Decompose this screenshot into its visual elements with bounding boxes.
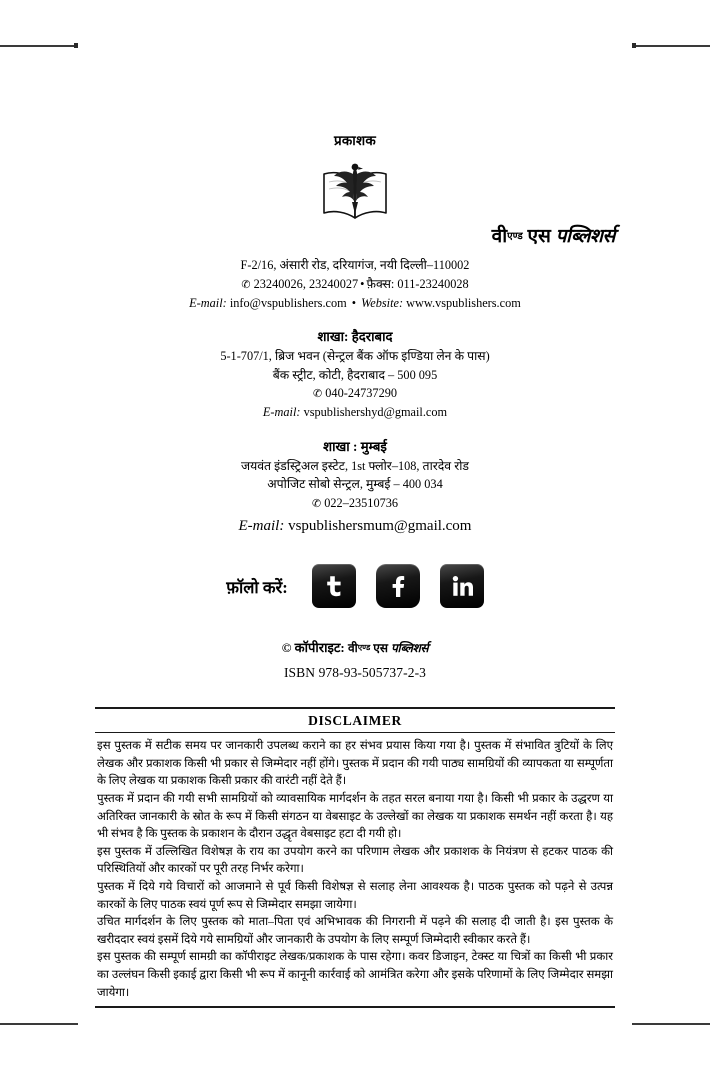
copyright-holder-and: एण्ड (357, 643, 371, 653)
separator-bullet: • (360, 276, 365, 291)
facebook-icon[interactable] (376, 564, 420, 608)
crop-mark-nub-top-left (74, 43, 78, 48)
wordmark-s: एस (527, 226, 551, 248)
crop-mark-bottom-left (0, 1023, 78, 1025)
copyright-holder-s: एस (373, 641, 389, 656)
disclaimer-box (95, 707, 615, 1008)
head-office-website[interactable]: www.vspublishers.com (406, 295, 521, 310)
head-office-fax-number: 011-23240028 (397, 276, 469, 291)
email-label: E-mail: (262, 405, 301, 420)
head-office-fax-label: फ़ैक्स: (366, 276, 395, 291)
telephone-icon: ✆ (311, 496, 322, 510)
head-office-contact-line (95, 294, 615, 312)
crop-mark-top-left (0, 45, 78, 47)
disclaimer-body (95, 733, 615, 1006)
publisher-wordmark (492, 227, 615, 246)
website-label: Website: (361, 295, 404, 310)
disclaimer-paragraph: पुस्तक में दिये गये विचारों को आजमाने से पूर्व किसी विशेषज्ञ से सलाह लेना आवश्यक है। पाठक पुस्तक को पढ़ने से उत्पन्न कारकों के लिए पाठक स्वयं पूर्ण रूप से जिम्मेदार समझा जायेगा। (97, 880, 613, 911)
email-label: E-mail: (189, 295, 227, 310)
head-office-phone-numbers: 23240026, 23240027 (253, 276, 359, 291)
telephone-icon: ✆ (312, 387, 323, 401)
crop-mark-nub-top-right (632, 43, 636, 48)
branch-mumbai-address-line1: जयवंत इंडस्ट्रिअल इस्टेट, 1st फ्लोर–108, तारदेव रोड (240, 458, 470, 473)
branch-mumbai-heading: शाखा : मुम्बई (323, 438, 387, 454)
copyright-label: कॉपीराइट: (294, 640, 345, 656)
copyright-symbol: © (281, 640, 292, 656)
branch-hyderabad-address-line1: 5-1-707/1, ब्रिज भवन (सेन्ट्रल बैंक ऑफ इण्डिया लेन के पास) (220, 349, 490, 364)
branch-hyderabad-phone-line (95, 384, 615, 403)
linkedin-icon[interactable] (440, 564, 484, 608)
branch-hyderabad (95, 327, 615, 422)
head-office-address (95, 256, 615, 312)
wordmark-and: एण्ड (507, 231, 523, 243)
disclaimer-paragraph: इस पुस्तक की सम्पूर्ण सामग्री का कॉपीराइट लेखक/प्रकाशक के पास रहेगा। कवर डिजाइन, टेक्स्ट या चित्रों का किसी भी प्रकार का उल्लंघन किसी इकाई द्वारा किसी भी रूप में कानूनी कार्रवाई को आमंत्रित करेगा और इसके परिणामों के लिए जिम्मेदार समझा जायेगा। (97, 950, 613, 999)
crop-mark-top-right (632, 45, 710, 47)
copyright-holder-v: वी (347, 641, 358, 656)
disclaimer-title: DISCLAIMER (95, 709, 615, 733)
copyright-holder (348, 641, 428, 655)
branch-mumbai-phone-number: 022–23510736 (324, 495, 399, 510)
separator-bullet: • (351, 295, 357, 310)
publisher-heading: प्रकाशक (334, 133, 376, 148)
head-office-email[interactable]: info@vspublishers.com (229, 295, 347, 310)
branch-hyderabad-phone-number: 040-24737290 (325, 386, 398, 401)
branch-mumbai (95, 437, 615, 538)
telephone-icon: ✆ (241, 277, 251, 291)
branch-hyderabad-email[interactable]: vspublishershyd@gmail.com (303, 405, 448, 420)
head-office-phone-line (95, 275, 615, 294)
email-label: E-mail: (238, 517, 285, 534)
follow-us-label: फ़ॉलो करें: (226, 577, 288, 597)
branch-mumbai-phone-line (95, 494, 615, 513)
isbn-line: ISBN 978-93-505737-2-3 (283, 665, 427, 681)
wordmark-v: वी (491, 226, 508, 248)
twitter-icon[interactable] (312, 564, 356, 608)
branch-hyderabad-address-line2: बैंक स्ट्रीट, कोटी, हैदराबाद – 500 095 (272, 367, 438, 382)
follow-us-row (95, 564, 615, 608)
branch-hyderabad-heading: शाखा: हैदराबाद (317, 329, 393, 345)
crop-mark-bottom-right (632, 1023, 710, 1025)
disclaimer-paragraph: इस पुस्तक में सटीक समय पर जानकारी उपलब्ध कराने का हर संभव प्रयास किया गया है। पुस्तक में संभावित त्रुटियों के लिए लेखक और प्रकाशक किसी भी प्रकार से जिम्मेदार नहीं होंगे। पुस्तक में प्रदान की गयी पाठ्य सामग्रियों की व्यापकता या सम्पूर्णता के लिए लेखक या प्रकाशक किसी प्रकार की वारंटी नहीं देते हैं। (97, 739, 613, 788)
branch-mumbai-email[interactable]: vspublishersmum@gmail.com (288, 517, 472, 534)
branch-hyderabad-email-line (95, 403, 615, 421)
wordmark-publishers: पब्लिशर्स (555, 226, 615, 248)
open-book-with-eagle-logo-icon (95, 158, 615, 226)
copyright-holder-publishers: पब्लिशर्स (391, 641, 429, 656)
publisher-logo (95, 158, 615, 246)
disclaimer-paragraph: इस पुस्तक में उल्लिखित विशेषज्ञ के राय का उपयोग करने का परिणाम लेखक और प्रकाशक के नियंत्रण से हटकर पाठक की परिस्थितियों और कारकों पर पूरी तरह निर्भर करेगा। (97, 844, 613, 876)
branch-mumbai-address-line2: अपोजिट सोबो सेन्ट्रल, मुम्बई – 400 034 (267, 477, 443, 492)
disclaimer-paragraph: उचित मार्गदर्शन के लिए पुस्तक को माता–पिता एवं अभिभावक की निगरानी में पढ़ने की सलाह दी जाती है। इस पुस्तक के खरीददार स्वयं इसमें दिये गये सामग्रियों और जानकारी के उपयोग के लिए सम्पूर्ण जिम्मेदारी स्वीकार करते हैं। (97, 915, 613, 946)
disclaimer-paragraph: पुस्तक में प्रदान की गयी सभी सामग्रियों को व्यावसायिक मार्गदर्शन के तहत सरल बनाया गया है। किसी भी प्रकार के उद्धरण या अतिरिक्त जानकारी के स्रोत के रूप में किसी संगठन या वेबसाइट के उल्लेखों का लेखक या प्रकाशक समर्थन नहीं करता है। यह भी संभव है कि पुस्तक के प्रकाशन के दौरान उद्धृत वेबसाइट हटा दी गयी हो। (97, 791, 613, 841)
branch-mumbai-email-line (95, 515, 615, 538)
copyright-line (95, 638, 615, 656)
head-office-address-line1: F-2/16, अंसारी रोड, दरियागंज, नयी दिल्ली–110002 (240, 258, 470, 273)
imprint-page (95, 0, 615, 1070)
